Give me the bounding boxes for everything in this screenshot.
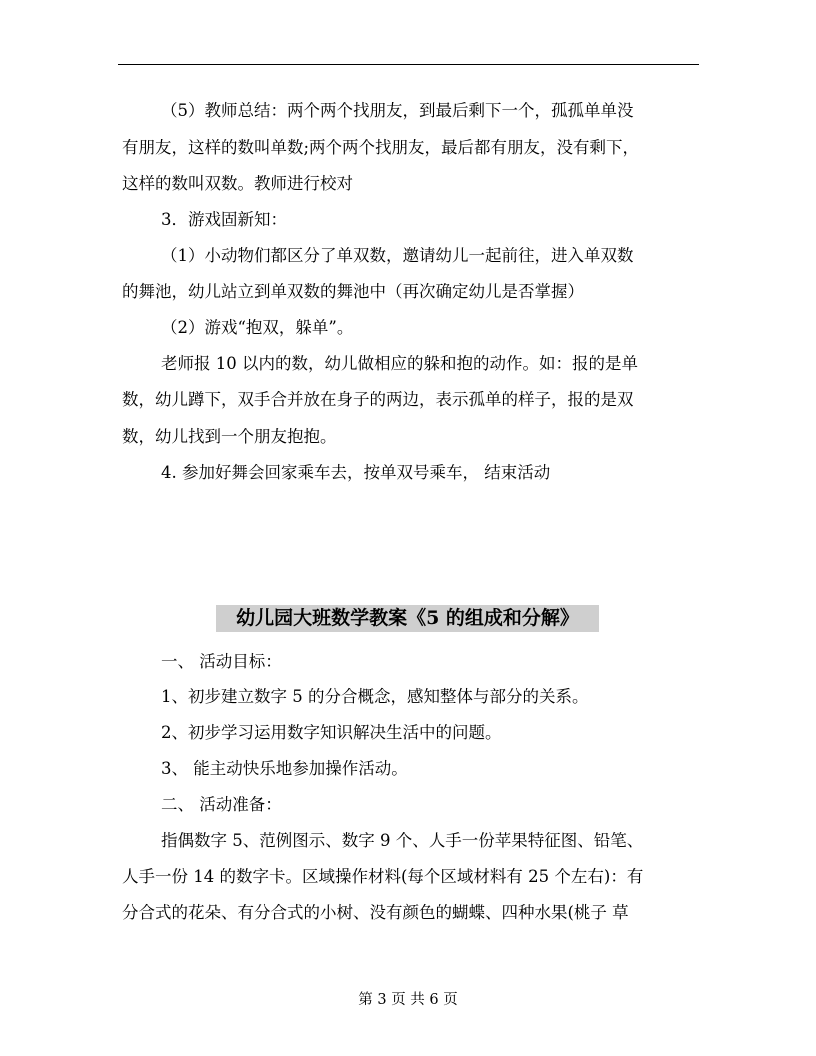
paragraph-line: 的舞池，幼儿站立到单双数的舞池中（再次确定幼儿是否掌握） bbox=[122, 282, 584, 301]
paragraph-line: 老师报 10 以内的数，幼儿做相应的躲和抱的动作。如：报的是单 bbox=[161, 354, 638, 373]
paragraph-line: 3、 能主动快乐地参加操作活动。 bbox=[161, 759, 408, 778]
paragraph-line: 一、 活动目标： bbox=[161, 652, 282, 671]
paragraph-line: （5）教师总结：两个两个找朋友，到最后剩下一个，孤孤单单没 bbox=[161, 101, 634, 120]
header-rule bbox=[118, 64, 699, 65]
paragraph-line: 分合式的花朵、有分合式的小树、没有颜色的蝴蝶、四种水果(桃子 草 bbox=[122, 903, 629, 922]
paragraph-line: （2）游戏“抱双，躲单”。 bbox=[161, 318, 354, 337]
paragraph-line: 这样的数叫双数。教师进行校对 bbox=[122, 174, 353, 193]
paragraph-line: 3．游戏固新知： bbox=[161, 210, 287, 229]
paragraph-line: 数，幼儿蹲下，双手合并放在身子的两边，表示孤单的样子，报的是双 bbox=[122, 390, 634, 409]
paragraph-line: 数，幼儿找到一个朋友抱抱。 bbox=[122, 427, 337, 446]
paragraph-line: 二、 活动准备： bbox=[161, 795, 282, 814]
paragraph-line: 4. 参加好舞会回家乘车去，按单双号乘车， 结束活动 bbox=[161, 463, 551, 482]
paragraph-line: 2、初步学习运用数字知识解决生活中的问题。 bbox=[161, 723, 502, 742]
paragraph-line: 人手一份 14 的数字卡。区域操作材料(每个区域材料有 25 个左右)：有 bbox=[122, 867, 644, 886]
paragraph-line: 指偶数字 5、范例图示、数字 9 个、人手一份苹果特征图、铅笔、 bbox=[161, 831, 644, 850]
paragraph-line: 1、初步建立数字 5 的分合概念，感知整体与部分的关系。 bbox=[161, 687, 589, 706]
paragraph-line: （1）小动物们都区分了单双数，邀请幼儿一起前往，进入单双数 bbox=[161, 246, 634, 265]
page-number: 第 3 页 共 6 页 bbox=[358, 992, 458, 1008]
paragraph-line: 有朋友，这样的数叫单数;两个两个找朋友，最后都有朋友，没有剩下， bbox=[122, 138, 640, 157]
lesson-title: 幼儿园大班数学教案《5 的组成和分解》 bbox=[216, 605, 599, 632]
